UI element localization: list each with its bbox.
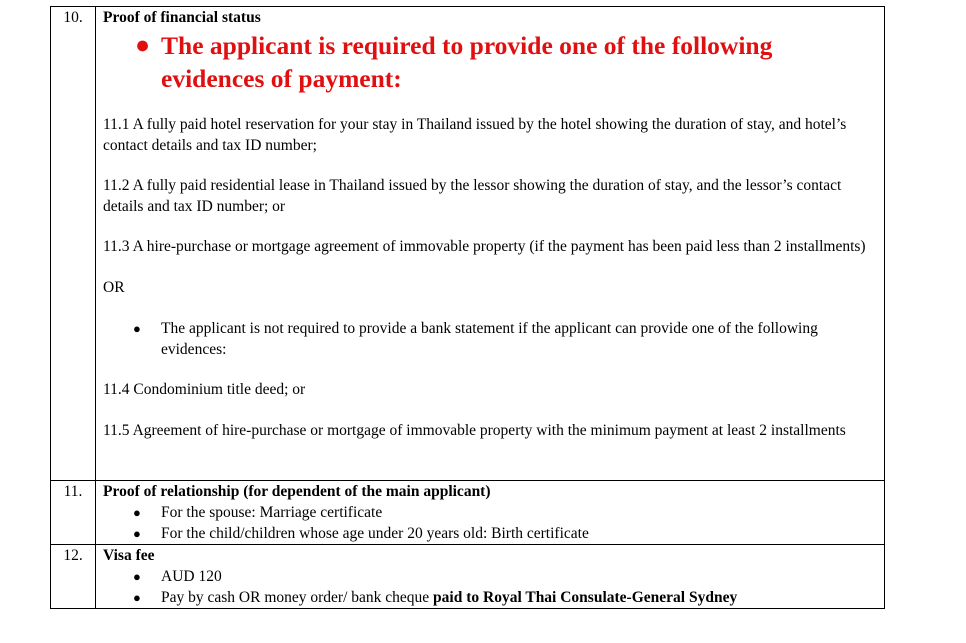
payment-recipient: paid to Royal Thai Consulate-General Sydney	[433, 589, 738, 606]
fee-list	[103, 566, 880, 608]
table-row	[51, 7, 885, 481]
financial-status-cell	[96, 7, 885, 481]
item-11-1: 11.1 A fully paid hotel reservation for your stay in Thailand issued by the hotel showing the duration of stay, and hotel’s contact details and tax ID number;	[103, 116, 847, 154]
list-item-text: For the child/children whose age under 20 years old: Birth certificate	[161, 525, 589, 542]
fee-amount: AUD 120	[161, 568, 222, 585]
list-item	[103, 566, 880, 587]
visa-fee-cell	[96, 545, 885, 609]
list-item-text: For the spouse: Marriage certificate	[161, 504, 383, 521]
list-item	[103, 523, 880, 544]
payment-text	[161, 587, 737, 608]
requirements-table	[50, 6, 885, 609]
highlight-text: The applicant is required to provide one of the following evidences of payment:	[161, 31, 773, 93]
list-item	[103, 318, 880, 360]
bullet-icon: ●	[133, 569, 141, 584]
item-11-3: 11.3 A hire-purchase or mortgage agreement of immovable property (if the payment has been paid less than 2 installments)	[103, 238, 866, 255]
bullet-icon: ●	[135, 32, 151, 59]
bullet-icon: ●	[133, 526, 141, 541]
table-row	[51, 481, 885, 545]
section-title: Proof of financial status	[103, 9, 261, 26]
bullet-icon: ●	[133, 321, 141, 336]
highlight-notice	[103, 29, 880, 95]
table-row	[51, 545, 885, 609]
note-list	[103, 318, 880, 360]
row-number: 10.	[51, 7, 96, 481]
note-text: The applicant is not required to provide a bank statement if the applicant can provide one of the following evidences:	[161, 320, 818, 358]
list-item	[103, 502, 880, 523]
section-title: Proof of relationship (for dependent of the main applicant)	[103, 483, 491, 500]
item-11-2: 11.2 A fully paid residential lease in Thailand issued by the lessor showing the duration of stay, and the lessor’s contact details and tax ID number; or	[103, 177, 842, 215]
item-11-4: 11.4 Condominium title deed; or	[103, 381, 306, 398]
or-separator: OR	[103, 278, 125, 296]
relationship-cell	[96, 481, 885, 545]
list-item	[103, 587, 880, 608]
row-number: 11.	[51, 481, 96, 545]
relationship-list	[103, 502, 880, 544]
item-11-5: 11.5 Agreement of hire-purchase or mortgage of immovable property with the minimum payment at least 2 installments	[103, 421, 846, 439]
bullet-icon: ●	[133, 505, 141, 520]
payment-method: Pay by cash OR money order/ bank cheque	[161, 589, 434, 606]
bullet-icon: ●	[133, 590, 141, 605]
row-number: 12.	[51, 545, 96, 609]
section-title: Visa fee	[103, 547, 155, 564]
